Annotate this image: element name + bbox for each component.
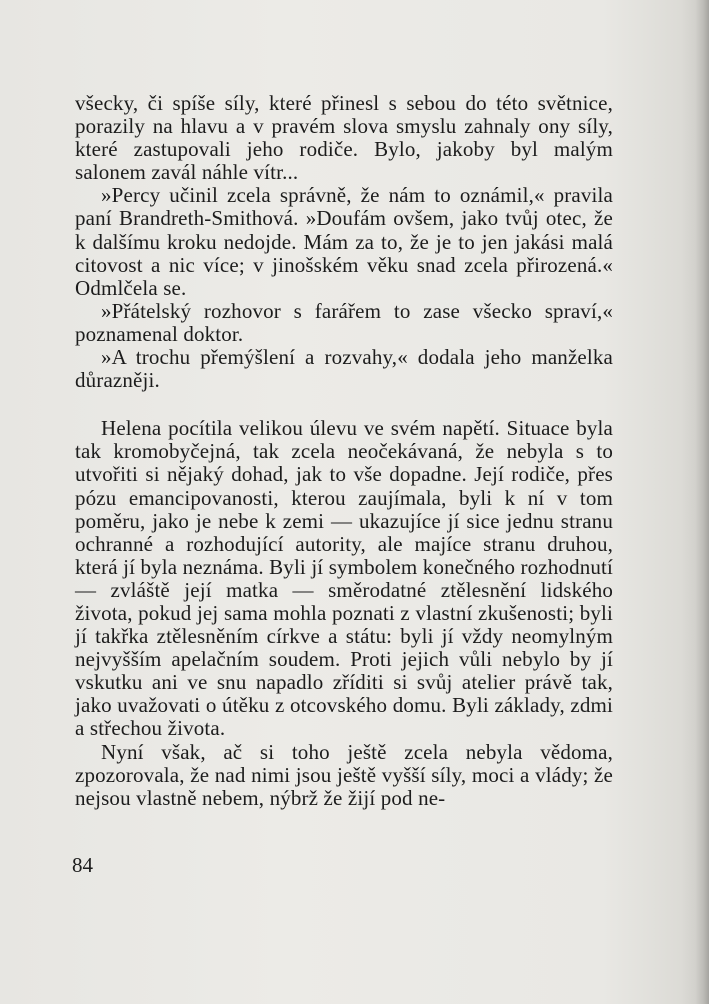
page-number: 84 (72, 853, 93, 877)
paragraph-5: Helena pocítila velikou úlevu ve svém napětí. Situace byla tak kromobyčejná, tak zcela neočekávaná, že nebyla s to utvořiti si nějaký dohad, jak to vše dopadne. Její rodiče, přes pózu emancipovanosti, kterou zaujímala, byli k ní v tom poměru, jako je nebe k zemi — ukazujíce jí sice jednu stranu ochranné a rozhodující autority, ale majíce stranu druhou, která jí byla neznáma. Byli jí symbolem konečného rozhodnutí — zvláště její matka — směrodatné ztělesnění lidského života, pokud jej sama mohla poznati z vlastní zkušenosti; byli jí takřka ztělesněním církve a státu: byli jí vždy neomylným nejvyšším apelačním soudem. Proti jejich vůli nebylo by jí vskutku ani ve snu napadlo zříditi si svůj atelier právě tak, jako uvažovati o útěku z otcovského domu. Byli základy, zdmi a střechou života. (75, 416, 613, 741)
paragraph-2: »Percy učinil zcela správně, že nám to oznámil,« pravila paní Brandreth-Smithová. »Doufám ovšem, jako tvůj otec, že k dalšímu kroku nedojde. Mám za to, že je to jen jakási malá citovost a nic více; v jinošském věku snad zcela přirozená.« Odmlčela se. (75, 183, 613, 300)
page-edge-shadow (695, 0, 709, 1004)
paragraph-6: Nyní však, ač si toho ještě zcela nebyla vědoma, zpozorovala, že nad nimi jsou ještě vyšší síly, moci a vlády; že nejsou vlastně nebem, nýbrž že žijí pod ne- (75, 739, 613, 810)
paragraph-4: »A trochu přemýšlení a rozvahy,« dodala jeho manželka důrazněji. (75, 345, 613, 393)
paragraph-1: všecky, či spíše síly, které přinesl s sebou do této světnice, porazily na hlavu a v pravém slova smyslu zahnaly ony síly, které zastupovali jeho rodiče. Bylo, jakoby byl malým salonem zavál náhle vítr... (75, 91, 613, 185)
body-text (75, 92, 613, 810)
paragraph-3: »Přátelský rozhovor s farářem to zase všecko spraví,« poznamenal doktor. (75, 298, 613, 346)
